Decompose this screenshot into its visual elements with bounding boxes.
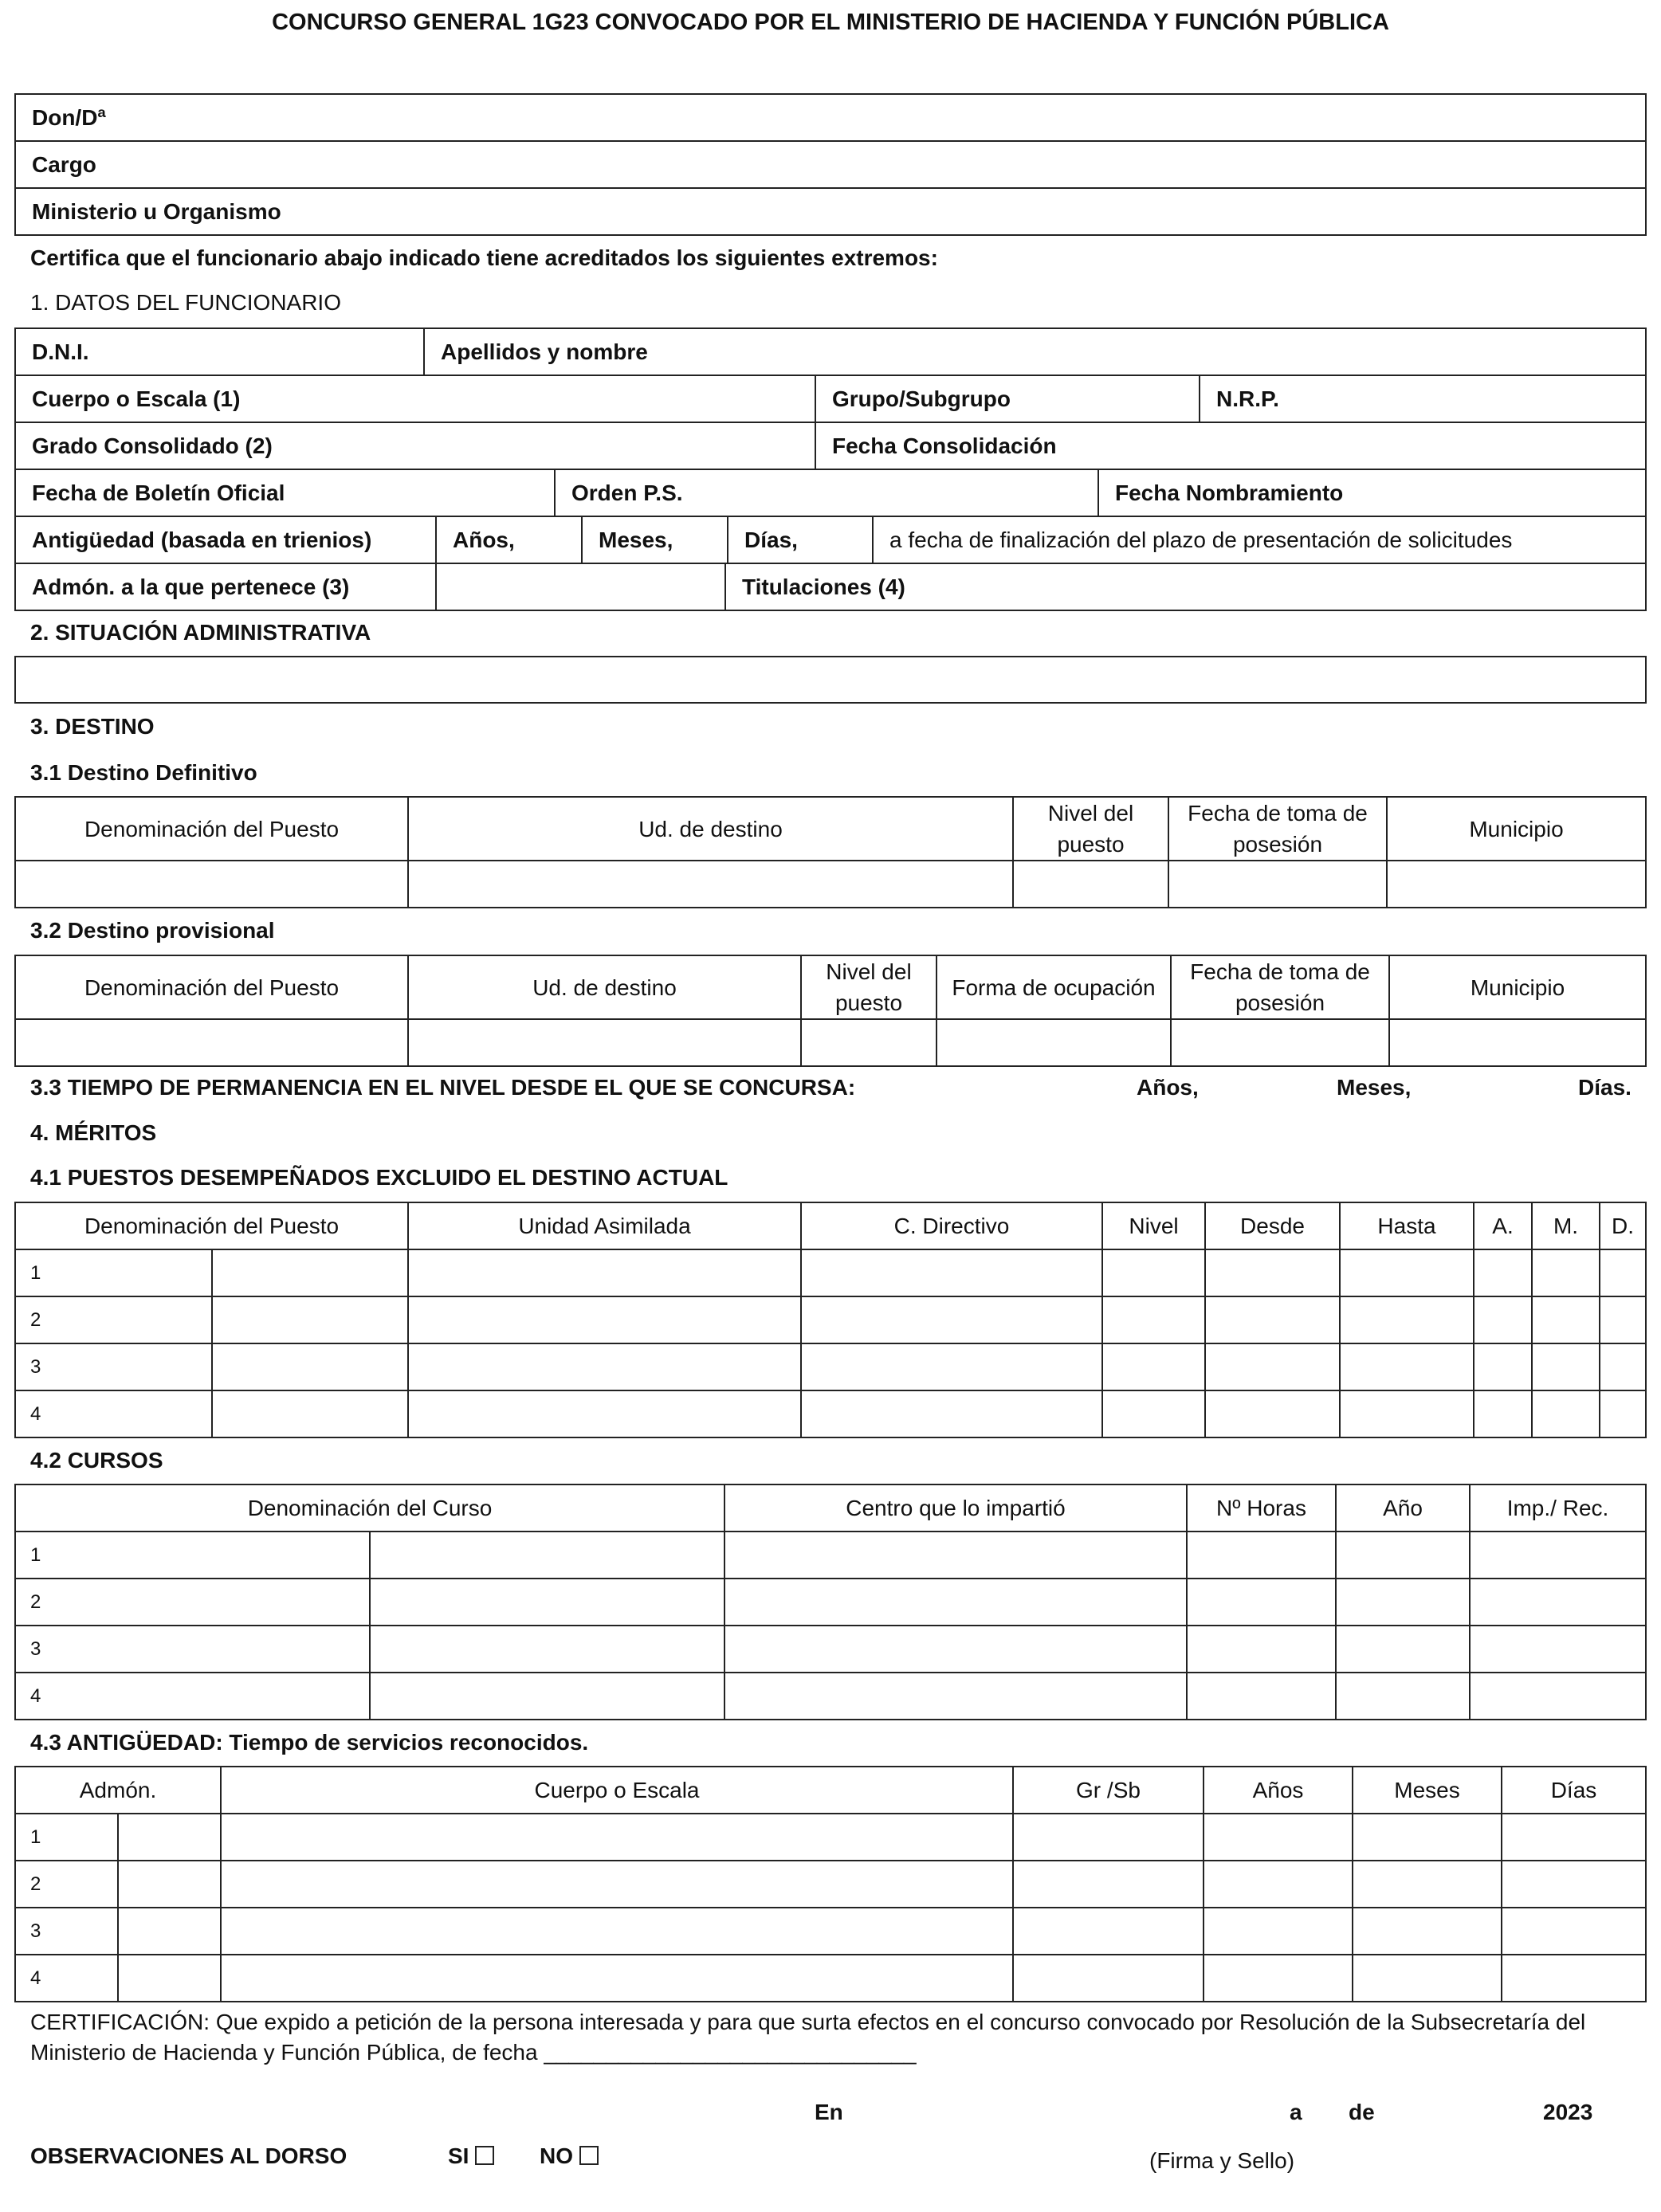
col-fecha-toma: Fecha de toma de posesión <box>1171 955 1389 1019</box>
cell-input[interactable] <box>1353 1861 1502 1908</box>
section-43-heading: 4.3 ANTIGÜEDAD: Tiempo de servicios reconocidos. <box>30 1730 589 1755</box>
no-label: NO <box>540 2143 573 2168</box>
col-ud-destino: Ud. de destino <box>408 955 801 1019</box>
cell-input[interactable] <box>1013 1861 1204 1908</box>
section-1-heading: 1. DATOS DEL FUNCIONARIO <box>30 290 341 315</box>
section-42-heading: 4.2 CURSOS <box>30 1448 163 1473</box>
col-c-directivo: C. Directivo <box>801 1202 1102 1249</box>
cell-input[interactable] <box>212 1296 409 1343</box>
header-table <box>14 93 1647 236</box>
cell-input[interactable] <box>1470 1579 1646 1626</box>
cell-input[interactable] <box>1532 1249 1600 1296</box>
cell-input[interactable] <box>370 1673 724 1720</box>
cell-input[interactable] <box>801 1390 1102 1437</box>
cell-input[interactable] <box>1340 1390 1474 1437</box>
col-meses: Meses <box>1353 1767 1502 1814</box>
col-dias: Días <box>1502 1767 1646 1814</box>
cell-input[interactable] <box>1013 1814 1204 1861</box>
si-label: SI <box>448 2143 469 2168</box>
cell-input[interactable] <box>1474 1343 1532 1390</box>
row-number: 3 <box>15 1908 118 1955</box>
col-centro: Centro que lo impartió <box>724 1484 1187 1532</box>
col-denominacion: Denominación del Puesto <box>15 797 408 861</box>
cell-input[interactable] <box>1502 1861 1646 1908</box>
admon-label: Admón. a la que pertenece (3) <box>15 563 436 610</box>
fecha-nombramiento-field[interactable]: Fecha Nombramiento <box>1098 469 1646 516</box>
no-option[interactable] <box>540 2143 599 2169</box>
col-forma-ocupacion: Forma de ocupación <box>937 955 1171 1019</box>
cuerpo-row <box>14 375 1647 423</box>
section-4-heading: 4. MÉRITOS <box>30 1120 157 1145</box>
cell-input[interactable] <box>408 1249 801 1296</box>
cell-input[interactable] <box>724 1626 1187 1673</box>
row-number: 2 <box>15 1861 118 1908</box>
cell-input[interactable] <box>1470 1673 1646 1720</box>
cursos-table <box>14 1484 1647 1720</box>
meses-field[interactable]: Meses, <box>582 516 728 563</box>
col-municipio: Municipio <box>1387 797 1646 861</box>
cell-input[interactable] <box>724 1673 1187 1720</box>
cell-input[interactable] <box>1600 1390 1646 1437</box>
grado-row <box>14 422 1647 470</box>
col-denominacion-curso: Denominación del Curso <box>15 1484 724 1532</box>
col-hasta: Hasta <box>1340 1202 1474 1249</box>
cell-input[interactable] <box>1102 1249 1205 1296</box>
dni-field[interactable]: D.N.I. <box>15 328 424 375</box>
row-number: 4 <box>15 1390 212 1437</box>
cell-input[interactable] <box>1474 1390 1532 1437</box>
cell-input[interactable] <box>408 861 1013 908</box>
cell-input[interactable] <box>1532 1390 1600 1437</box>
col-unidad-asimilada: Unidad Asimilada <box>408 1202 801 1249</box>
col-a: A. <box>1474 1202 1532 1249</box>
cell-input[interactable] <box>1013 861 1168 908</box>
col-cuerpo-escala: Cuerpo o Escala <box>221 1767 1013 1814</box>
cell-input[interactable] <box>801 1296 1102 1343</box>
cell-input[interactable] <box>212 1249 409 1296</box>
firma-label: (Firma y Sello) <box>1149 2148 1295 2173</box>
cell-input[interactable] <box>1502 1955 1646 2002</box>
cell-input[interactable] <box>1187 1532 1336 1579</box>
a-label: a <box>1290 2100 1302 2124</box>
cell-input[interactable] <box>1474 1296 1532 1343</box>
cell-input[interactable] <box>212 1343 409 1390</box>
si-checkbox[interactable] <box>475 2146 494 2165</box>
cell-input[interactable] <box>1600 1296 1646 1343</box>
cell-input[interactable] <box>1532 1343 1600 1390</box>
cell-input[interactable] <box>801 1249 1102 1296</box>
section-41-heading: 4.1 PUESTOS DESEMPEÑADOS EXCLUIDO EL DESTINO ACTUAL <box>30 1165 728 1190</box>
cell-input[interactable] <box>1204 1908 1353 1955</box>
permanencia-anos: Años, <box>1137 1075 1199 1100</box>
cell-input[interactable] <box>221 1908 1013 1955</box>
cell-input[interactable] <box>1336 1579 1470 1626</box>
page-title: CONCURSO GENERAL 1G23 CONVOCADO POR EL MINISTERIO DE HACIENDA Y FUNCIÓN PÚBLICA <box>272 10 1389 35</box>
cell-input[interactable] <box>1336 1626 1470 1673</box>
col-horas: Nº Horas <box>1187 1484 1336 1532</box>
grupo-field[interactable]: Grupo/Subgrupo <box>815 375 1200 422</box>
col-admon: Admón. <box>15 1767 221 1814</box>
titulaciones-field[interactable]: Titulaciones (4) <box>725 563 1646 610</box>
cell-input[interactable] <box>221 1861 1013 1908</box>
cell-input[interactable] <box>1389 1019 1646 1066</box>
cell-input[interactable] <box>15 1019 408 1066</box>
cell-input[interactable] <box>1340 1249 1474 1296</box>
section-2-heading: 2. SITUACIÓN ADMINISTRATIVA <box>30 620 371 645</box>
cell-input[interactable] <box>1532 1296 1600 1343</box>
no-checkbox[interactable] <box>579 2146 599 2165</box>
col-anos: Años <box>1204 1767 1353 1814</box>
row-number: 3 <box>15 1343 212 1390</box>
cell-input[interactable] <box>1205 1296 1340 1343</box>
cell-input[interactable] <box>1470 1626 1646 1673</box>
situacion-table <box>14 656 1647 704</box>
destino-provisional-table <box>14 955 1647 1067</box>
boletin-row <box>14 469 1647 517</box>
section-31-heading: 3.1 Destino Definitivo <box>30 760 257 785</box>
cell-input[interactable] <box>1168 861 1387 908</box>
certificacion-line-2: Ministerio de Hacienda y Función Pública, de fecha ______________________________ <box>30 2040 917 2065</box>
cell-input[interactable] <box>1336 1673 1470 1720</box>
col-m: M. <box>1532 1202 1600 1249</box>
dni-row <box>14 327 1647 376</box>
ministerio-field[interactable]: Ministerio u Organismo <box>15 188 1646 235</box>
destino-definitivo-table <box>14 796 1647 908</box>
cell-input[interactable] <box>1600 1249 1646 1296</box>
grado-field[interactable]: Grado Consolidado (2) <box>15 422 815 469</box>
antiguedad-table <box>14 1766 1647 2002</box>
col-denominacion: Denominación del Puesto <box>15 1202 408 1249</box>
row-number: 1 <box>15 1249 212 1296</box>
col-nivel: Nivel <box>1102 1202 1205 1249</box>
cell-input[interactable] <box>801 1019 937 1066</box>
cell-input[interactable] <box>1502 1814 1646 1861</box>
cell-input[interactable] <box>1502 1908 1646 1955</box>
cell-input[interactable] <box>15 861 408 908</box>
apellidos-field[interactable]: Apellidos y nombre <box>424 328 1646 375</box>
cell-input[interactable] <box>724 1532 1187 1579</box>
cell-input[interactable] <box>1187 1673 1336 1720</box>
situacion-field[interactable] <box>15 657 1646 703</box>
cell-input[interactable] <box>1340 1296 1474 1343</box>
observaciones-label: OBSERVACIONES AL DORSO <box>30 2143 348 2168</box>
cell-input[interactable] <box>1102 1390 1205 1437</box>
cell-input[interactable] <box>1204 1955 1353 2002</box>
cell-input[interactable] <box>1353 1955 1502 2002</box>
row-number: 1 <box>15 1814 118 1861</box>
de-label: de <box>1349 2100 1375 2124</box>
cell-input[interactable] <box>1187 1626 1336 1673</box>
col-d: D. <box>1600 1202 1646 1249</box>
col-nivel: Nivel del puesto <box>801 955 937 1019</box>
fecha-boletin-field[interactable]: Fecha de Boletín Oficial <box>15 469 555 516</box>
cell-input[interactable] <box>1102 1343 1205 1390</box>
cell-input[interactable] <box>1205 1249 1340 1296</box>
certifica-text: Certifica que el funcionario abajo indicado tiene acreditados los siguientes extremos: <box>30 245 938 270</box>
cell-input[interactable] <box>1171 1019 1389 1066</box>
row-number: 2 <box>15 1296 212 1343</box>
cell-input[interactable] <box>1340 1343 1474 1390</box>
cell-input[interactable] <box>1013 1908 1204 1955</box>
cell-input[interactable] <box>118 1908 221 1955</box>
cell-input[interactable] <box>370 1579 724 1626</box>
cell-input[interactable] <box>1205 1343 1340 1390</box>
cuerpo-field[interactable]: Cuerpo o Escala (1) <box>15 375 815 422</box>
col-imp-rec: Imp./ Rec. <box>1470 1484 1646 1532</box>
don-field[interactable]: Don/Dª <box>15 94 1646 141</box>
year-label: 2023 <box>1543 2100 1593 2124</box>
cell-input[interactable] <box>937 1019 1171 1066</box>
admon-field[interactable] <box>436 563 725 610</box>
cell-input[interactable] <box>221 1955 1013 2002</box>
col-denominacion: Denominación del Puesto <box>15 955 408 1019</box>
antiguedad-row <box>14 516 1647 564</box>
fecha-consolidacion-field[interactable]: Fecha Consolidación <box>815 422 1646 469</box>
fecha-fin-text: a fecha de finalización del plazo de presentación de solicitudes <box>873 516 1646 563</box>
cell-input[interactable] <box>118 1955 221 2002</box>
row-number: 3 <box>15 1626 370 1673</box>
orden-ps-field[interactable]: Orden P.S. <box>555 469 1098 516</box>
cell-input[interactable] <box>1474 1249 1532 1296</box>
cell-input[interactable] <box>1470 1532 1646 1579</box>
cell-input[interactable] <box>408 1296 801 1343</box>
col-desde: Desde <box>1205 1202 1340 1249</box>
antiguedad-label: Antigüedad (basada en trienios) <box>15 516 436 563</box>
en-label: En <box>815 2100 843 2124</box>
cell-input[interactable] <box>1353 1908 1502 1955</box>
section-32-heading: 3.2 Destino provisional <box>30 918 275 943</box>
si-option[interactable] <box>448 2143 494 2169</box>
cell-input[interactable] <box>724 1579 1187 1626</box>
row-number: 2 <box>15 1579 370 1626</box>
anos-field[interactable]: Años, <box>436 516 582 563</box>
section-3-heading: 3. DESTINO <box>30 714 155 739</box>
row-number: 1 <box>15 1532 370 1579</box>
cell-input[interactable] <box>408 1343 801 1390</box>
cell-input[interactable] <box>212 1390 409 1437</box>
cell-input[interactable] <box>221 1814 1013 1861</box>
cell-input[interactable] <box>408 1390 801 1437</box>
col-ud-destino: Ud. de destino <box>408 797 1013 861</box>
certificacion-line-1: CERTIFICACIÓN: Que expido a petición de la persona interesada y para que surta efectos en el concurso convocado por Resolución de la Subsecretaría del <box>30 2010 1586 2034</box>
row-number: 4 <box>15 1673 370 1720</box>
cell-input[interactable] <box>370 1626 724 1673</box>
cell-input[interactable] <box>408 1019 801 1066</box>
col-municipio: Municipio <box>1389 955 1646 1019</box>
cell-input[interactable] <box>1204 1814 1353 1861</box>
cell-input[interactable] <box>801 1343 1102 1390</box>
cell-input[interactable] <box>118 1814 221 1861</box>
cell-input[interactable] <box>370 1532 724 1579</box>
row-number: 4 <box>15 1955 118 2002</box>
admon-row <box>14 563 1647 611</box>
cell-input[interactable] <box>1600 1343 1646 1390</box>
col-nivel: Nivel del puesto <box>1013 797 1168 861</box>
permanencia-dias: Días. <box>1578 1075 1632 1100</box>
col-ano: Año <box>1336 1484 1470 1532</box>
cell-input[interactable] <box>1387 861 1646 908</box>
dias-field[interactable]: Días, <box>728 516 873 563</box>
col-gr-sb: Gr /Sb <box>1013 1767 1204 1814</box>
cell-input[interactable] <box>1187 1579 1336 1626</box>
cargo-field[interactable]: Cargo <box>15 141 1646 188</box>
cell-input[interactable] <box>1336 1532 1470 1579</box>
cell-input[interactable] <box>1013 1955 1204 2002</box>
cell-input[interactable] <box>1102 1296 1205 1343</box>
nrp-field[interactable]: N.R.P. <box>1200 375 1646 422</box>
cell-input[interactable] <box>1353 1814 1502 1861</box>
section-33-heading: 3.3 TIEMPO DE PERMANENCIA EN EL NIVEL DESDE EL QUE SE CONCURSA: <box>30 1075 856 1100</box>
cell-input[interactable] <box>1204 1861 1353 1908</box>
cell-input[interactable] <box>1205 1390 1340 1437</box>
permanencia-meses: Meses, <box>1337 1075 1412 1100</box>
cell-input[interactable] <box>118 1861 221 1908</box>
col-fecha-toma: Fecha de toma de posesión <box>1168 797 1387 861</box>
puestos-table <box>14 1202 1647 1438</box>
